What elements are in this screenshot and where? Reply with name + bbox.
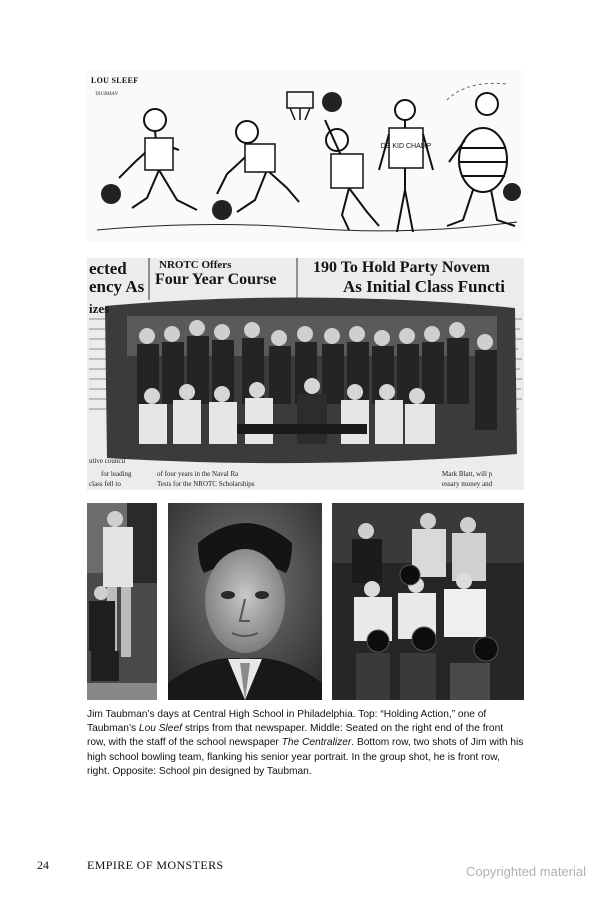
clip-bottom-left-1: for leading [101, 470, 132, 478]
bowling-team-candid-photo [87, 503, 157, 700]
caption-part-2: strips from that newspaper. Middle: Seated on the right end of the front row, with the staff of the school newspaper [87, 723, 504, 749]
newspaper-staff-photo [87, 258, 524, 490]
comic-jersey-text: DE KID CHAMP [380, 143, 432, 150]
clip-bottom-center-1: of four years in the Naval Ra [157, 470, 239, 478]
headline-left-1: ected [89, 259, 127, 278]
comic-strip-drawing [87, 70, 524, 242]
clip-bottom-left-2: class fell to [89, 480, 121, 488]
comic-title: LOU SLEEF [91, 76, 139, 85]
headline-left-3: izes [89, 301, 110, 316]
clip-left-1: utive council [89, 457, 126, 465]
headline-left-2: ency As [89, 277, 145, 296]
clip-bottom-right-2: essary money and [442, 480, 493, 488]
clip-bottom-center-2: Tests for the NROTC Scholarships [157, 480, 255, 488]
comic-signature: TAUBMAN [95, 92, 118, 97]
bowling-photo-graphic [332, 503, 524, 700]
caption-part-3: . Bottom row, two shots of Jim with his high school bowling team, flanking his senior year portrait. In the group shot, he is front row, right. Opposite: School pin designed by Taubman. [87, 737, 524, 777]
caption-part-1: Jim Taubman’s days at Central High School in Philadelphia. Top: “Holding Action,” one of Taubman’s [87, 709, 487, 735]
candid-photo-graphic [87, 503, 157, 700]
caption-italic-newspaper-name: The Centralizer [281, 737, 352, 749]
headline-center-1: NROTC Offers [159, 259, 232, 271]
comic-strip-image [87, 70, 524, 242]
headline-center-2: Four Year Course [155, 271, 277, 288]
caption-italic-strip-name: Lou Sleef [138, 723, 182, 735]
running-title: EMPIRE OF MONSTERS [87, 858, 224, 872]
headline-right-2: As Initial Class Functi [343, 277, 505, 296]
senior-portrait-photo [168, 503, 322, 700]
portrait-graphic [168, 503, 322, 700]
page-number: 24 [37, 858, 49, 872]
clip-bottom-right-1: Mark Blatt, will p [442, 470, 493, 478]
copyright-notice: Copyrighted material [466, 864, 586, 879]
headline-right-1: 190 To Hold Party Novem [313, 259, 490, 276]
photo-caption [87, 708, 524, 779]
bowling-team-group-photo [332, 503, 524, 700]
